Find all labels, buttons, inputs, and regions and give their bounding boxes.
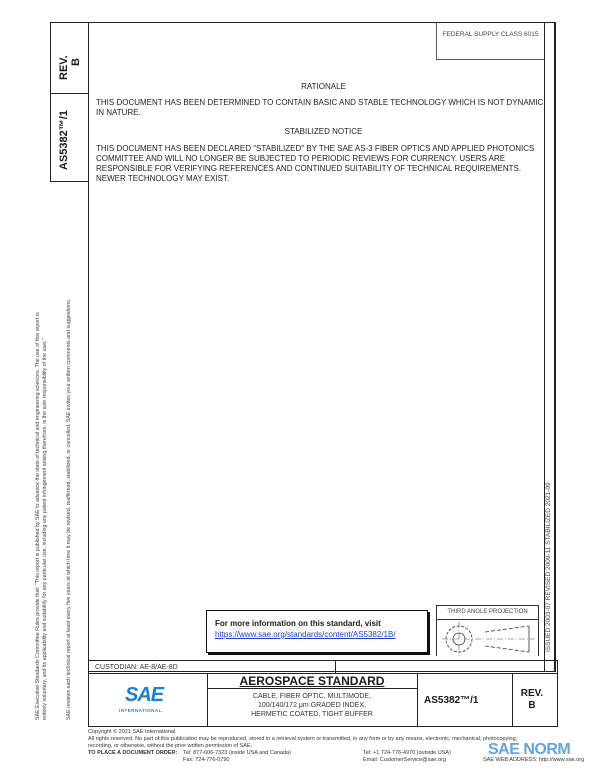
fsc-box <box>436 22 544 60</box>
web-address: SAE WEB ADDRESS: http://www.sae.org <box>483 757 585 763</box>
fsc-line1: FEDERAL SUPPLY CLASS 6015 <box>442 31 539 38</box>
document-frame <box>88 22 556 672</box>
rationale-text: THIS DOCUMENT HAS BEEN DETERMINED TO CONTAIN BASIC AND STABLE TECHNOLOGY WHICH IS NOT DYNAMIC IN NATURE. <box>96 98 544 117</box>
stabilized-text: THIS DOCUMENT HAS BEEN DECLARED "STABILIZED" BY THE SAE AS-3 FIBER OPTICS AND APPLIED PHOTONICS COMMITTEE AND WILL NO LONGER BE SUBJECTED TO PERIODIC REVIEWS FOR CURRENCY. USERS ARE RESPONSIBLE FOR VERIFYING REFERENCES AND CONTINUED SUITABILITY OF TECHNICAL REQUIREMENTS. NEWER TECHNOLOGY MAY EXIST. <box>96 144 535 183</box>
title-doc-number: AS5382™/1 <box>417 674 513 726</box>
title-rev: REV. B <box>520 688 544 711</box>
custodian-row <box>88 660 558 673</box>
custodian-label: CUSTODIAN: AE-8/AE-8D <box>89 661 336 674</box>
rights-notice-2: recording, or otherwise, without the prior written permission of SAE. <box>88 743 253 749</box>
sidebar-rev-value: B <box>70 58 82 66</box>
standard-type: AEROSPACE STANDARD <box>207 674 417 689</box>
third-angle-projection-icon <box>437 620 540 658</box>
watermark-logo: SAE NORM <box>488 741 571 758</box>
copyright: Copyright © 2021 SAE International <box>88 729 176 735</box>
more-info-box <box>206 610 428 653</box>
order-phones-intl: Tel: +1 724-776-4970 (outside USA) Email: CustomerService@sae.org <box>363 750 451 763</box>
legal-notice-line1: SAE Executive Standards Committee Rules provide that: "This report is published by SAE to advance the state of technical and engineering sciences. The use of this report is <box>35 312 41 720</box>
order-label: TO PLACE A DOCUMENT ORDER: <box>88 750 178 756</box>
standard-link[interactable]: https://www.sae.org/standards/content/AS5382/1B/ <box>215 630 396 639</box>
sidebar-rev-label: REV. <box>58 55 70 80</box>
order-phones-na: Tel: 877-606-7323 (inside USA and Canada) Fax: 724-776-0790 <box>183 750 291 763</box>
legal-notice-line2: entirely voluntary, and its applicability and suitability for any particular use, including any patent infringement arising therefrom, is the sole responsibility of the user." <box>42 338 48 720</box>
revision-history: ISSUED 2003-07 REVISED 2009-11 STABILIZED 2021-09 <box>545 482 552 652</box>
standard-description: CABLE, FIBER OPTIC, MULTIMODE, 100/140/172 μm GRADED INDEX, HERMETIC COATED, TIGHT BUFFER <box>251 693 373 718</box>
sidebar-doc-number: AS5382™/1 <box>58 110 70 170</box>
more-info-label: For more information on this standard, visit <box>215 619 381 628</box>
rights-notice: All rights reserved. No part of this publication may be reproduced, stored in a retrieval system or transmitted, in any form or by any means, electronic, mechanical, photocopying, <box>88 736 518 742</box>
sae-logo-sub: INTERNATIONAL. <box>119 708 164 713</box>
sae-logo <box>89 674 208 726</box>
projection-title: THIRD ANGLE PROJECTION <box>437 606 538 620</box>
sae-logo-mark: SAE <box>125 684 164 706</box>
legal-notice-line3: SAE reviews each technical report at least every five years at which time it may be revised, reaffirmed, stabilized, or cancelled. SAE invites your written comments and suggestions. <box>66 298 72 720</box>
stabilized-heading: STABILIZED NOTICE <box>284 127 363 136</box>
rationale-heading: RATIONALE <box>301 82 346 91</box>
projection-box <box>436 605 539 656</box>
title-block <box>88 673 558 727</box>
